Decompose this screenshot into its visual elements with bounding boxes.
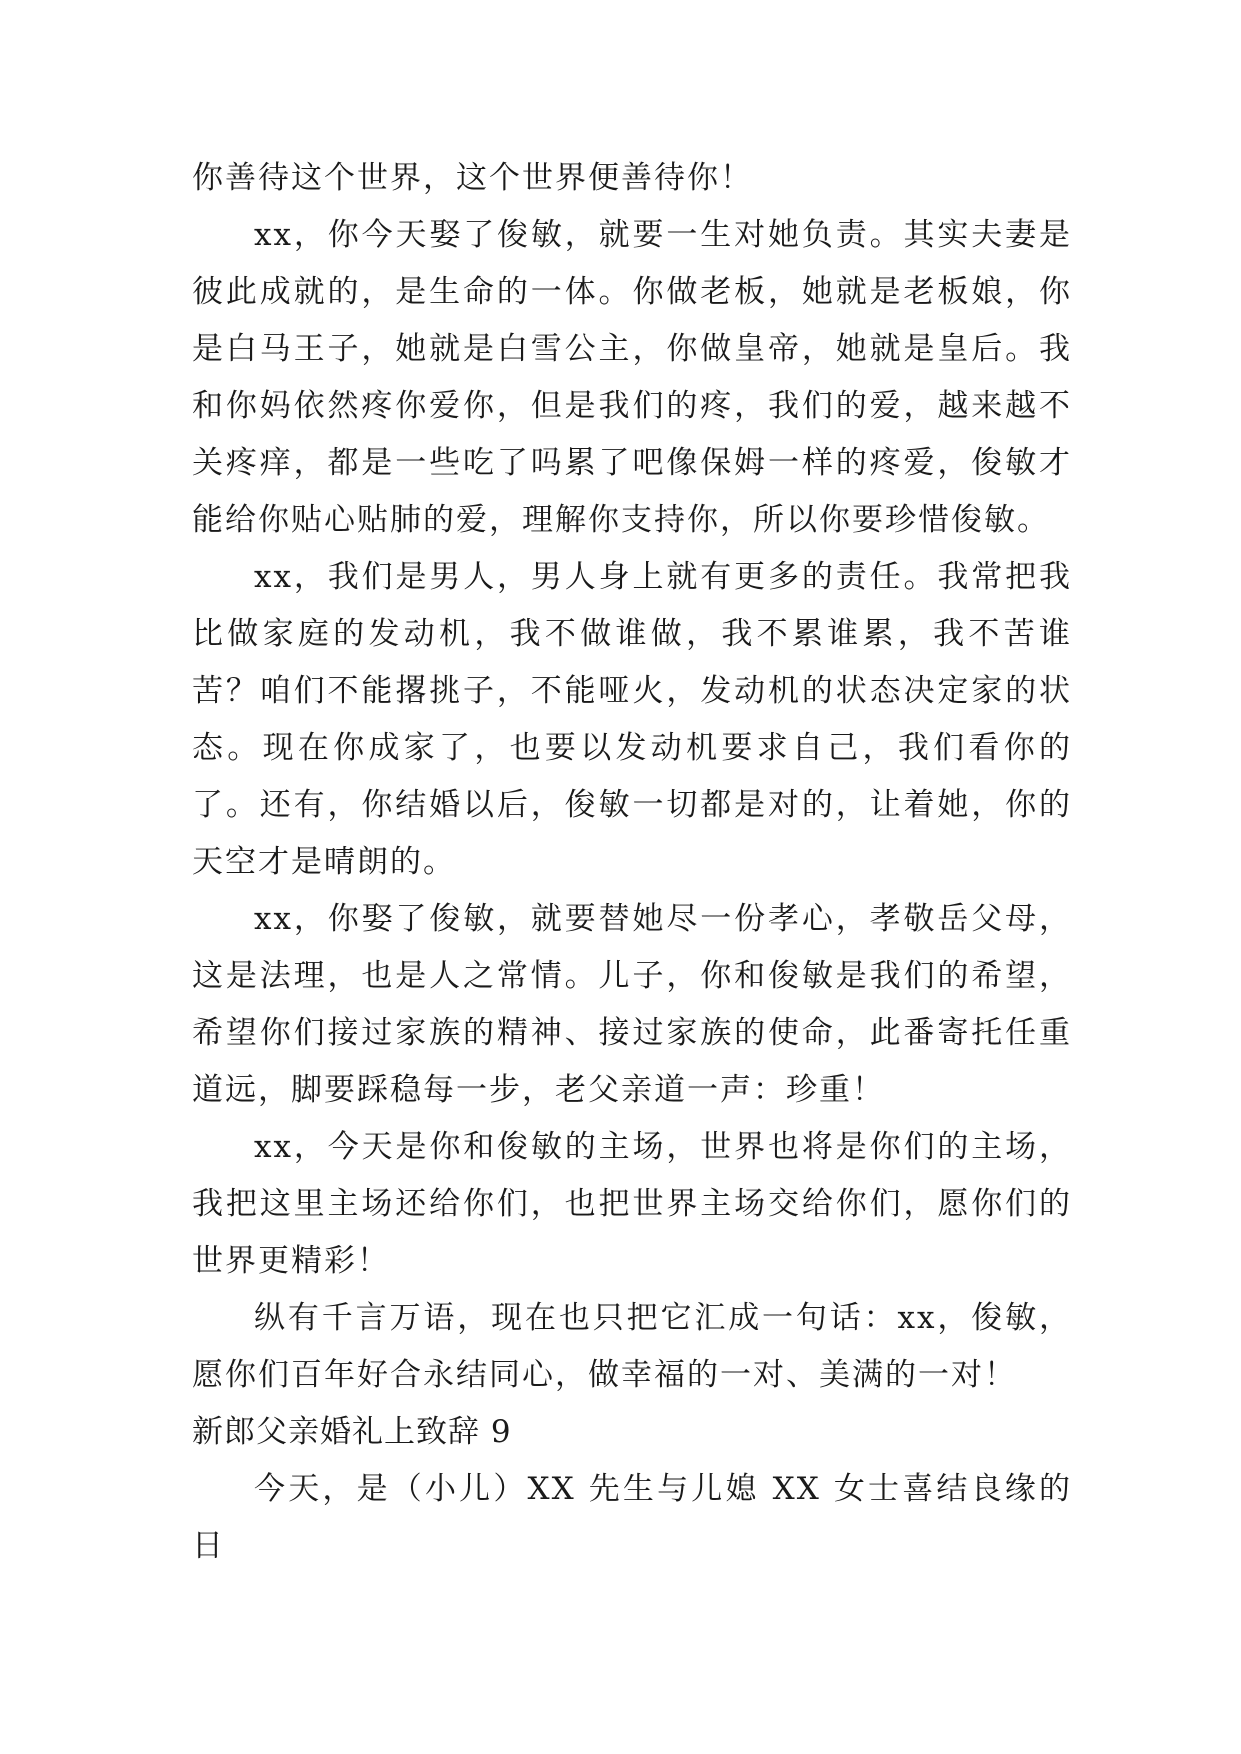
paragraph-4: xx，你娶了俊敏，就要替她尽一份孝心，孝敬岳父母，这是法理，也是人之常情。儿子，你和俊敏是我们的希望，希望你们接过家族的精神、接过家族的使命，此番寄托任重道远，脚要踩稳每一步，老父亲道一声：珍重！ (192, 901, 1072, 1108)
document-body (192, 150, 1072, 1575)
section-heading: 新郎父亲婚礼上致辞 9 (192, 1414, 512, 1450)
paragraph-5: xx，今天是你和俊敏的主场，世界也将是你们的主场，我把这里主场还给你们，也把世界主场交给你们，愿你们的世界更精彩！ (192, 1129, 1072, 1279)
paragraph-7: 今天，是（小儿）XX 先生与儿媳 XX 女士喜结良缘的日 (192, 1471, 1072, 1564)
paragraph-2: xx，你今天娶了俊敏，就要一生对她负责。其实夫妻是彼此成就的，是生命的一体。你做老板，她就是老板娘，你是白马王子，她就是白雪公主，你做皇帝，她就是皇后。我和你妈依然疼你爱你，但是我们的疼，我们的爱，越来越不关疼痒，都是一些吃了吗累了吧像保姆一样的疼爱，俊敏才能给你贴心贴肺的爱，理解你支持你，所以你要珍惜俊敏。 (192, 217, 1072, 538)
paragraph-3: xx，我们是男人，男人身上就有更多的责任。我常把我比做家庭的发动机，我不做谁做，我不累谁累，我不苦谁苦？咱们不能撂挑子，不能哑火，发动机的状态决定家的状态。现在你成家了，也要以发动机要求自己，我们看你的了。还有，你结婚以后，俊敏一切都是对的，让着她，你的天空才是晴朗的。 (192, 559, 1072, 880)
paragraph-1: 你善待这个世界，这个世界便善待你！ (192, 160, 753, 196)
paragraph-6: 纵有千言万语，现在也只把它汇成一句话：xx，俊敏，愿你们百年好合永结同心，做幸福的一对、美满的一对！ (192, 1300, 1072, 1393)
